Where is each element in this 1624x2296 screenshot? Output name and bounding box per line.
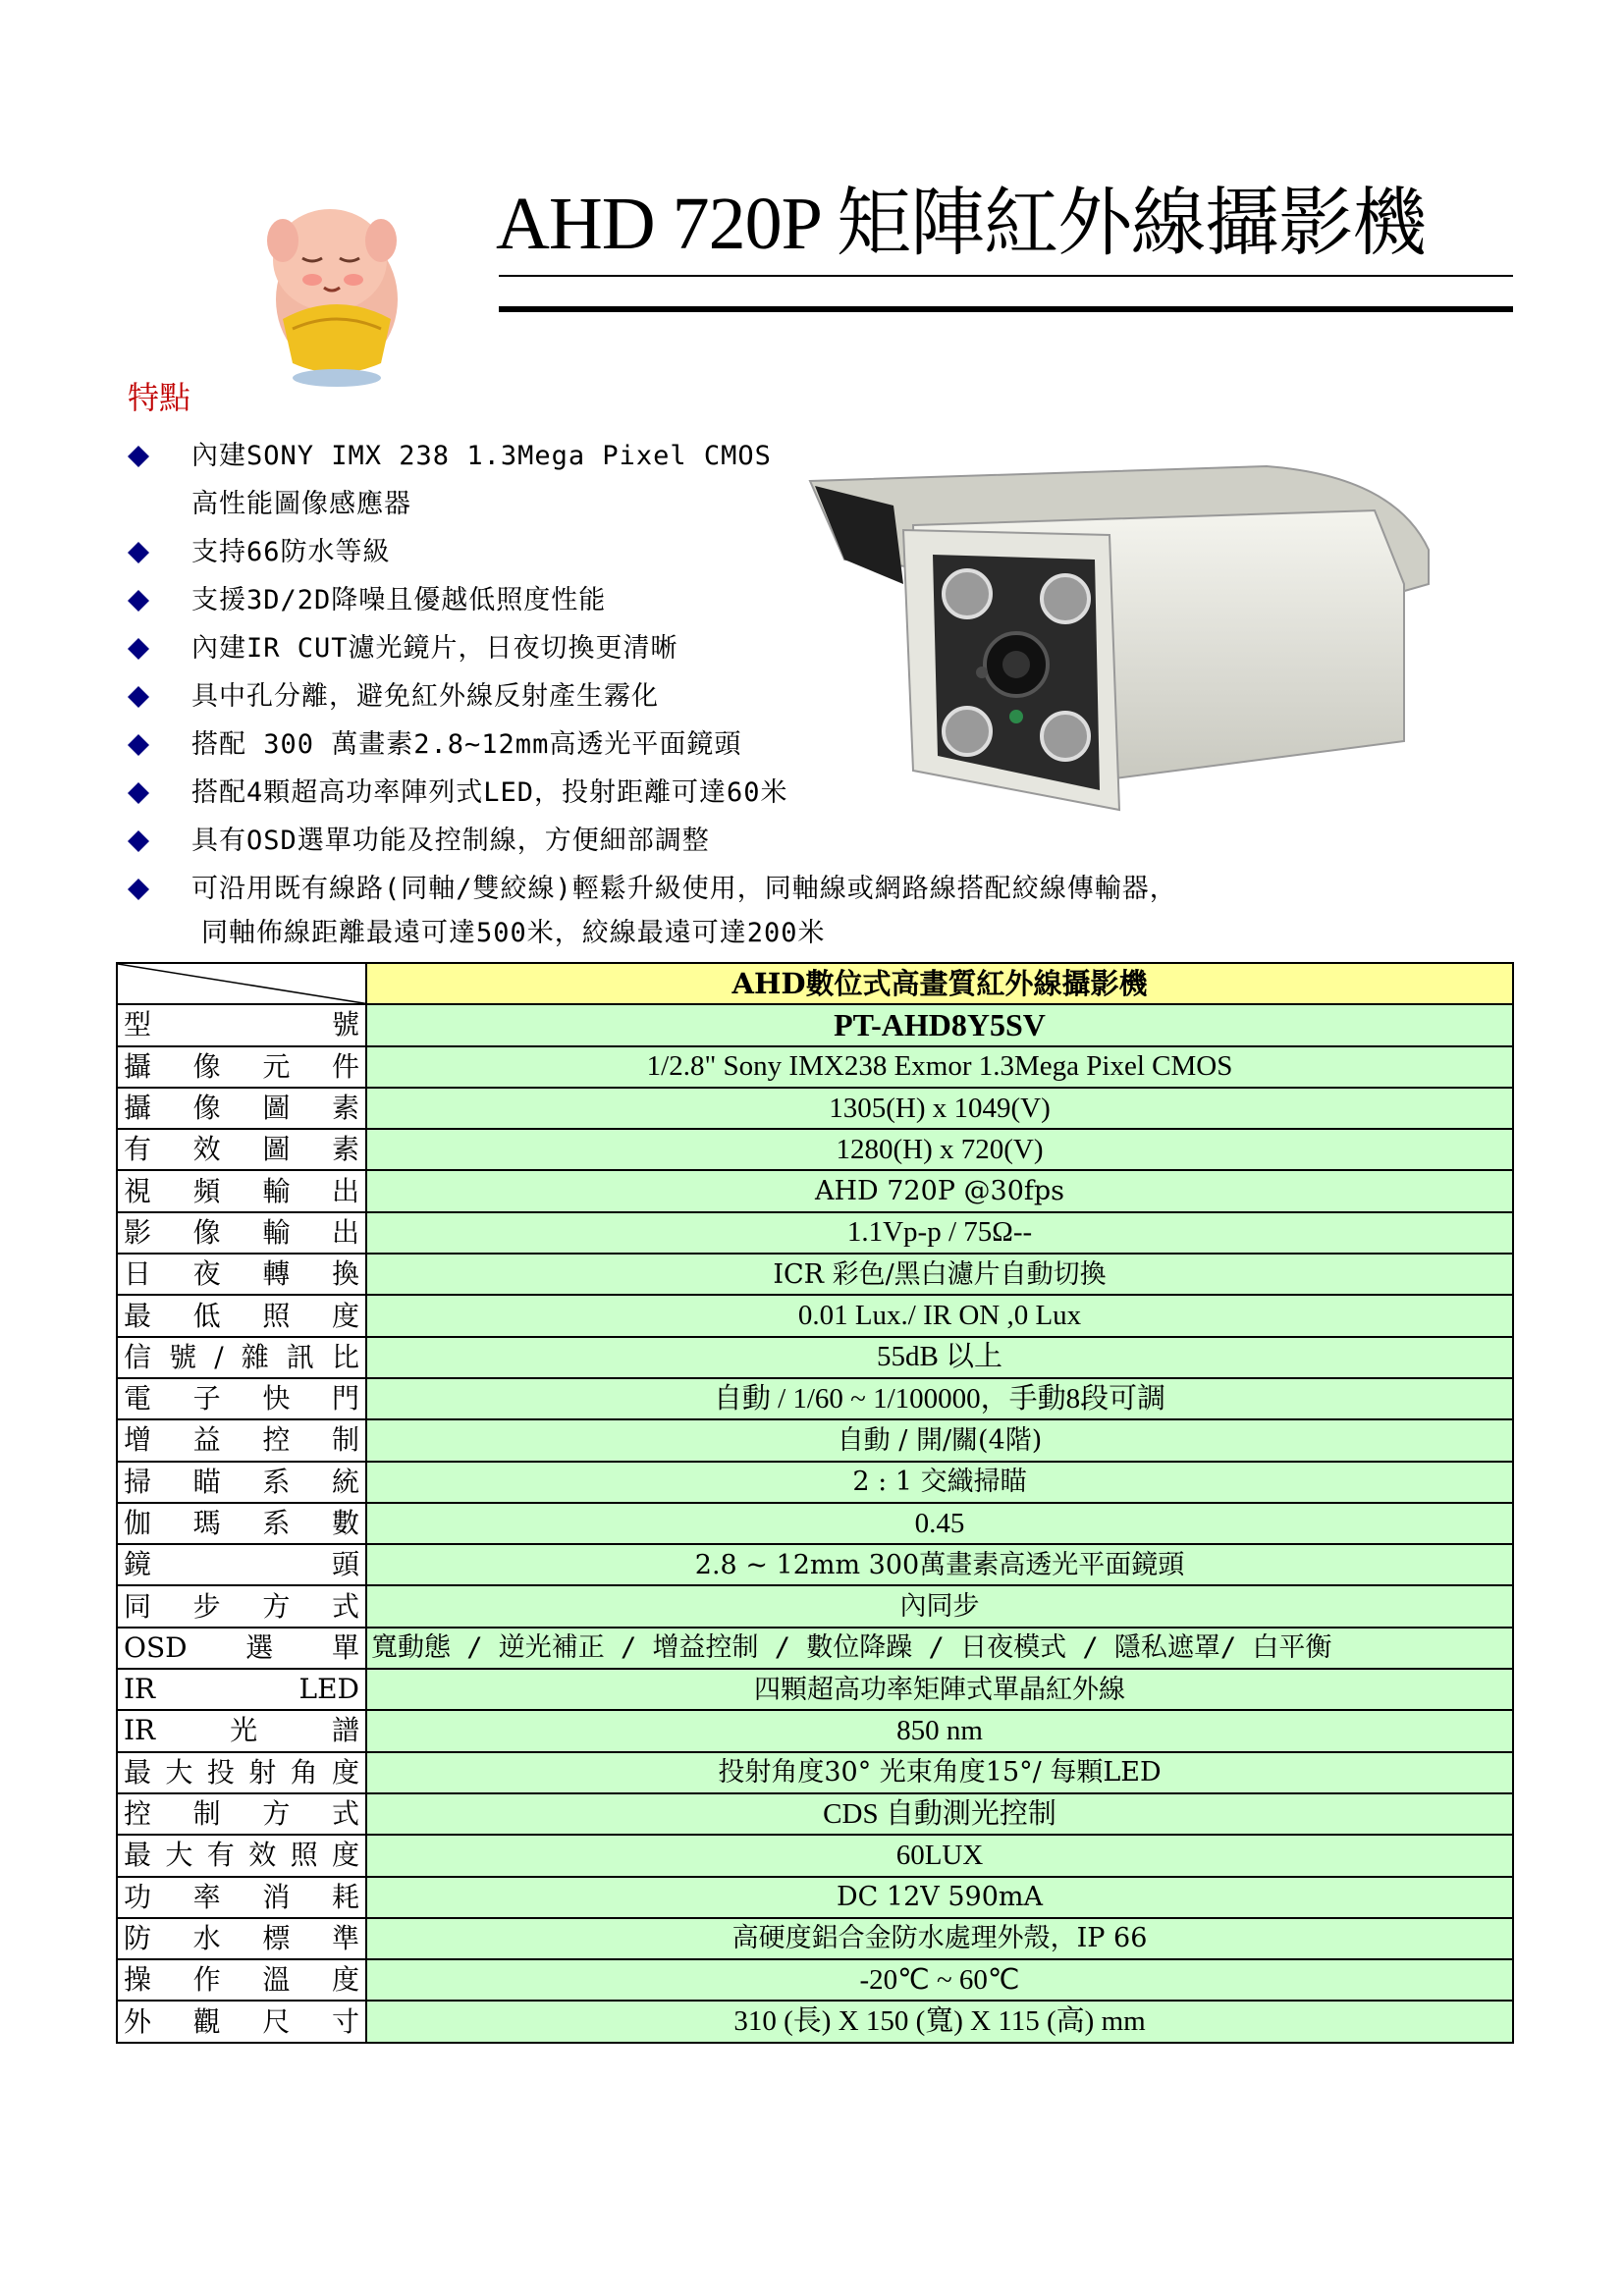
spec-value: 1.1Vp-p / 75Ω-- <box>366 1212 1513 1254</box>
spec-row <box>117 1710 1513 1751</box>
camera-product-image <box>805 456 1434 844</box>
spec-label: 電子快門 <box>117 1378 366 1419</box>
spec-label: IR LED <box>117 1669 366 1710</box>
spec-label: 信號/雜訊比 <box>117 1337 366 1378</box>
spec-value: 自動 / 1/60 ~ 1/100000，手動8段可調 <box>366 1378 1513 1419</box>
spec-value: 自動 / 開/關(4階) <box>366 1419 1513 1461</box>
diamond-bullet-icon <box>128 686 149 708</box>
spec-value: 1/2.8" Sony IMX238 Exmor 1.3Mega Pixel CMOS <box>366 1046 1513 1088</box>
spec-row <box>117 1628 1513 1669</box>
spec-label: 影像輸出 <box>117 1212 366 1254</box>
spec-row <box>117 1378 1513 1419</box>
spec-row <box>117 2001 1513 2042</box>
spec-value: 2.8 ~ 12mm 300萬畫素高透光平面鏡頭 <box>366 1544 1513 1585</box>
diamond-bullet-icon <box>128 542 149 563</box>
diamond-bullet-icon <box>128 830 149 852</box>
spec-value: 寬動態 / 逆光補正 / 增益控制 / 數位降躁 / 日夜模式 / 隱私遮罩/ 白平衡 <box>366 1628 1513 1669</box>
spec-header: AHD數位式高畫質紅外線攝影機 <box>366 963 1513 1004</box>
spec-label: 型號 <box>117 1004 366 1045</box>
spec-label: 同步方式 <box>117 1585 366 1627</box>
spec-label: 外觀尺寸 <box>117 2001 366 2042</box>
spec-row <box>117 1046 1513 1088</box>
spec-row <box>117 1835 1513 1876</box>
spec-value: 55dB 以上 <box>366 1337 1513 1378</box>
spec-table <box>116 962 1514 2044</box>
spec-row <box>117 1212 1513 1254</box>
spec-value: -20℃ ~ 60℃ <box>366 1959 1513 2001</box>
feature-text: 內建SONY IMX 238 1.3Mega Pixel CMOS <box>191 441 772 471</box>
spec-label: IR光譜 <box>117 1710 366 1751</box>
spec-label: 最低照度 <box>117 1295 366 1336</box>
spec-value: ICR 彩色/黑白濾片自動切換 <box>366 1254 1513 1295</box>
feature-text: 可沿用既有線路(同軸/雙絞線)輕鬆升級使用，同軸線或網路線搭配絞線傳輸器， <box>191 874 1177 904</box>
spec-label: 鏡頭 <box>117 1544 366 1585</box>
spec-value: CDS 自動測光控制 <box>366 1793 1513 1835</box>
spec-label: 最大投射角度 <box>117 1752 366 1793</box>
spec-label: 防水標準 <box>117 1918 366 1959</box>
page-title: AHD 720P 矩陣紅外線攝影機 <box>496 183 1427 265</box>
spec-value: 0.45 <box>366 1503 1513 1544</box>
spec-label: 攝像元件 <box>117 1046 366 1088</box>
spec-row <box>117 1503 1513 1544</box>
spec-corner-cell <box>117 963 366 1004</box>
spec-row <box>117 1544 1513 1585</box>
spec-label: 有效圖素 <box>117 1129 366 1170</box>
spec-value: 內同步 <box>366 1585 1513 1627</box>
feature-text: 搭配4顆超高功率陣列式LED，投射距離可達60米 <box>191 777 788 808</box>
spec-label: 伽瑪系數 <box>117 1503 366 1544</box>
spec-value: 0.01 Lux./ IR ON ,0 Lux <box>366 1295 1513 1336</box>
spec-row <box>117 1295 1513 1336</box>
feature-text: 具中孔分離，避免紅外線反射產生霧化 <box>191 681 659 712</box>
feature-text: 內建IR CUT濾光鏡片，日夜切換更清晰 <box>191 633 678 664</box>
spec-value: 四顆超高功率矩陣式單晶紅外線 <box>366 1669 1513 1710</box>
feature-item <box>128 865 1404 961</box>
spec-row <box>117 1959 1513 2001</box>
spec-value: 2 : 1 交織掃瞄 <box>366 1462 1513 1503</box>
spec-label: 日夜轉換 <box>117 1254 366 1295</box>
spec-value: 投射角度30° 光束角度15°/ 每顆LED <box>366 1752 1513 1793</box>
title-rule-thick <box>499 306 1513 312</box>
spec-row <box>117 1419 1513 1461</box>
spec-row <box>117 1752 1513 1793</box>
spec-label: 最大有效照度 <box>117 1835 366 1876</box>
spec-value: DC 12V 590mA <box>366 1877 1513 1918</box>
mascot-illustration <box>244 182 430 388</box>
spec-label: 增益控制 <box>117 1419 366 1461</box>
feature-text: 支援3D/2D降噪且優越低照度性能 <box>191 585 607 615</box>
spec-label: OSD選單 <box>117 1628 366 1669</box>
features-heading: 特點 <box>128 379 191 416</box>
spec-row <box>117 1462 1513 1503</box>
feature-text: 具有OSD選單功能及控制線，方便細部調整 <box>191 826 710 856</box>
feature-text-cont: 同軸佈線距離最遠可達500米，絞線最遠可達200米 <box>201 918 826 948</box>
title-rule-thin <box>499 275 1513 277</box>
diamond-bullet-icon <box>128 782 149 804</box>
spec-value: 1305(H) x 1049(V) <box>366 1088 1513 1129</box>
spec-label: 操作溫度 <box>117 1959 366 2001</box>
spec-value: 60LUX <box>366 1835 1513 1876</box>
spec-row <box>117 1793 1513 1835</box>
spec-header-row <box>117 963 1513 1004</box>
spec-row <box>117 1337 1513 1378</box>
diamond-bullet-icon <box>128 446 149 467</box>
spec-value: PT-AHD8Y5SV <box>366 1004 1513 1045</box>
spec-value: 高硬度鋁合金防水處理外殼，IP 66 <box>366 1918 1513 1959</box>
spec-row <box>117 1129 1513 1170</box>
spec-label: 視頻輸出 <box>117 1170 366 1211</box>
spec-row <box>117 1877 1513 1918</box>
diamond-bullet-icon <box>128 638 149 660</box>
spec-label: 攝像圖素 <box>117 1088 366 1129</box>
feature-text: 搭配 300 萬畫素2.8~12mm高透光平面鏡頭 <box>191 729 742 760</box>
spec-value: 850 nm <box>366 1710 1513 1751</box>
spec-label: 掃瞄系統 <box>117 1462 366 1503</box>
spec-label: 功率消耗 <box>117 1877 366 1918</box>
spec-value: 310 (長) X 150 (寬) X 115 (高) mm <box>366 2001 1513 2042</box>
spec-row <box>117 1669 1513 1710</box>
spec-label: 控制方式 <box>117 1793 366 1835</box>
diamond-bullet-icon <box>128 590 149 612</box>
feature-text: 支持66防水等級 <box>191 537 391 567</box>
spec-row <box>117 1254 1513 1295</box>
spec-row <box>117 1088 1513 1129</box>
spec-row <box>117 1585 1513 1627</box>
spec-row <box>117 1004 1513 1045</box>
diagonal-line <box>118 964 365 1003</box>
spec-value: 1280(H) x 720(V) <box>366 1129 1513 1170</box>
feature-text-cont: 高性能圖像感應器 <box>191 489 411 519</box>
spec-row <box>117 1918 1513 1959</box>
diamond-bullet-icon <box>128 734 149 756</box>
spec-value: AHD 720P @30fps <box>366 1170 1513 1211</box>
diamond-bullet-icon <box>128 879 149 900</box>
spec-row <box>117 1170 1513 1211</box>
